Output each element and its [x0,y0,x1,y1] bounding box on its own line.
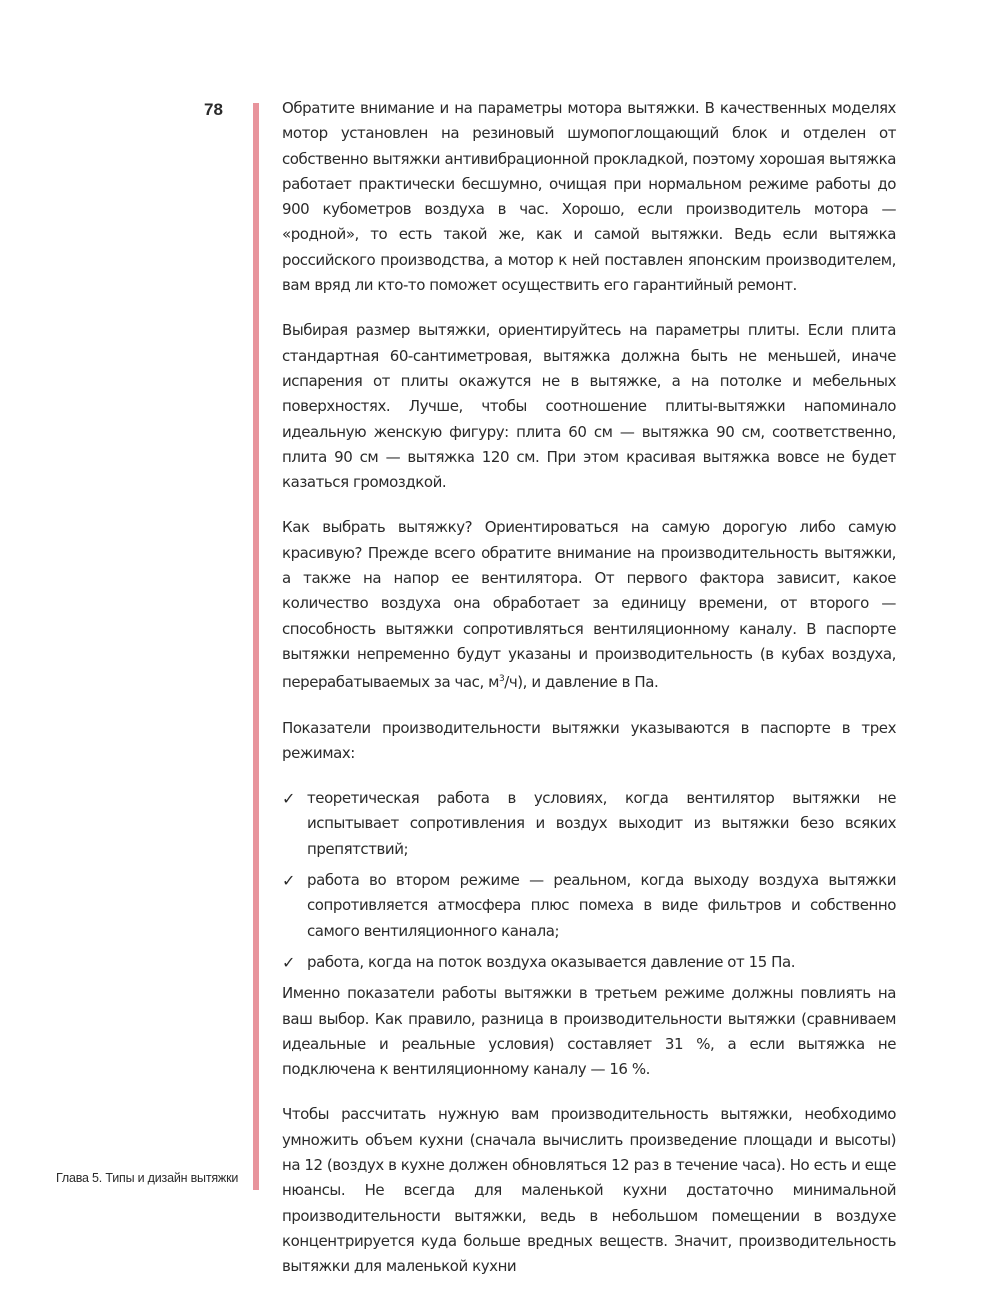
page-content [282,96,896,1279]
accent-bar [253,103,259,1190]
paragraph-size: Выбирая размер вытяжки, ориентируйтесь на параметры плиты. Если плита стандартная 60-сантиметровая, вытяжка должна быть не меньшей, иначе испарения от плиты окажутся не в вытяжке, а на потолке и мебельных поверхностях. Лучше, чтобы соотношение плиты-вытяжки напоминало идеальную женскую фигуру: плита 60 см — вытяжка 90 см, соответственно, плита 90 см — вытяжка 120 см. При этом красивая вытяжка вовсе не будет казаться громоздкой. [282,321,896,492]
list-item-text: работа во втором режиме — реальном, когда выходу воздуха вытяжки сопротивляется атмосфера плюс помеха в виде фильтров и собственно самого вентиляционного канала; [307,871,896,940]
list-item [282,786,896,862]
paragraph-motor: Обратите внимание и на параметры мотора вытяжки. В качественных моделях мотор установлен на резиновый шумопоглощающий блок и отделен от собственно вытяжки антивибрационной прокладкой, поэтому хорошая вытяжка работает практически бесшумно, очищая при нормальном режиме работы до 900 кубометров воздуха в час. Хорошо, если производитель мотора — «родной», то есть такой же, как и самой вытяжки. Ведь если вытяжка российского производства, а мотор к ней поставлен японским производителем, вам вряд ли кто-то поможет осуществить его гарантийный ремонт. [282,99,896,295]
superscript-cube: 3 [498,674,505,685]
chapter-title: Глава 5. Типы и дизайн вытяжки [56,1171,239,1185]
list-item [282,868,896,944]
paragraph-modes: Показатели производительности вытяжки указываются в паспорте в трех режимах: [282,718,896,762]
paragraph-third-mode: Именно показатели работы вытяжки в третьем режиме должны повлиять на ваш выбор. Как правило, разница в производительности вытяжки (сравниваем идеальные и реальные условия) составляет 31 %, а если вытяжка не подключена к вентиляционному каналу — 16 %. [282,984,896,1079]
modes-list [282,786,896,975]
list-item [282,950,896,975]
paragraph-choose-text: Как выбрать вытяжку? Ориентироваться на самую дорогую либо самую красивую? Прежде всего обратите внимание на производительность вытяжки, а также на напор ее вентилятора. От первого фактора зависит, какое количество воздуха она обработает за единицу времени, от второго — способность вытяжки сопротивляться вентиляционному каналу. В паспорте вытяжки непременно будут указаны и производительность (в кубах воздуха, перерабатываемых за час, м [282,518,896,692]
page-number: 78 [204,100,223,119]
paragraph-choose [282,515,896,695]
list-item-text: теоретическая работа в условиях, когда вентилятор вытяжки не испытывает сопротивления и воздух выходит из вытяжки безо всяких препятствий; [307,789,896,858]
paragraph-choose-end: /ч), и давление в Па. [504,673,659,692]
paragraph-calculation: Чтобы рассчитать нужную вам производительность вытяжки, необходимо умножить объем кухни (сначала вычислить произведение площади и высоты) на 12 (воздух в кухне должен обновляться 12 раз в течение часа). Но есть и еще нюансы. Не всегда для маленькой кухни достаточно минимальной производительности вытяжки, ведь в небольшом помещении в воздухе концентрируется куда больше вредных веществ. Значит, производительность вытяжки для маленькой кухни [282,1105,896,1276]
check-icon: ✓ [282,789,295,809]
list-item-text: работа, когда на поток воздуха оказывается давление от 15 Па. [307,952,796,971]
check-icon: ✓ [282,871,295,891]
check-icon: ✓ [282,952,295,972]
